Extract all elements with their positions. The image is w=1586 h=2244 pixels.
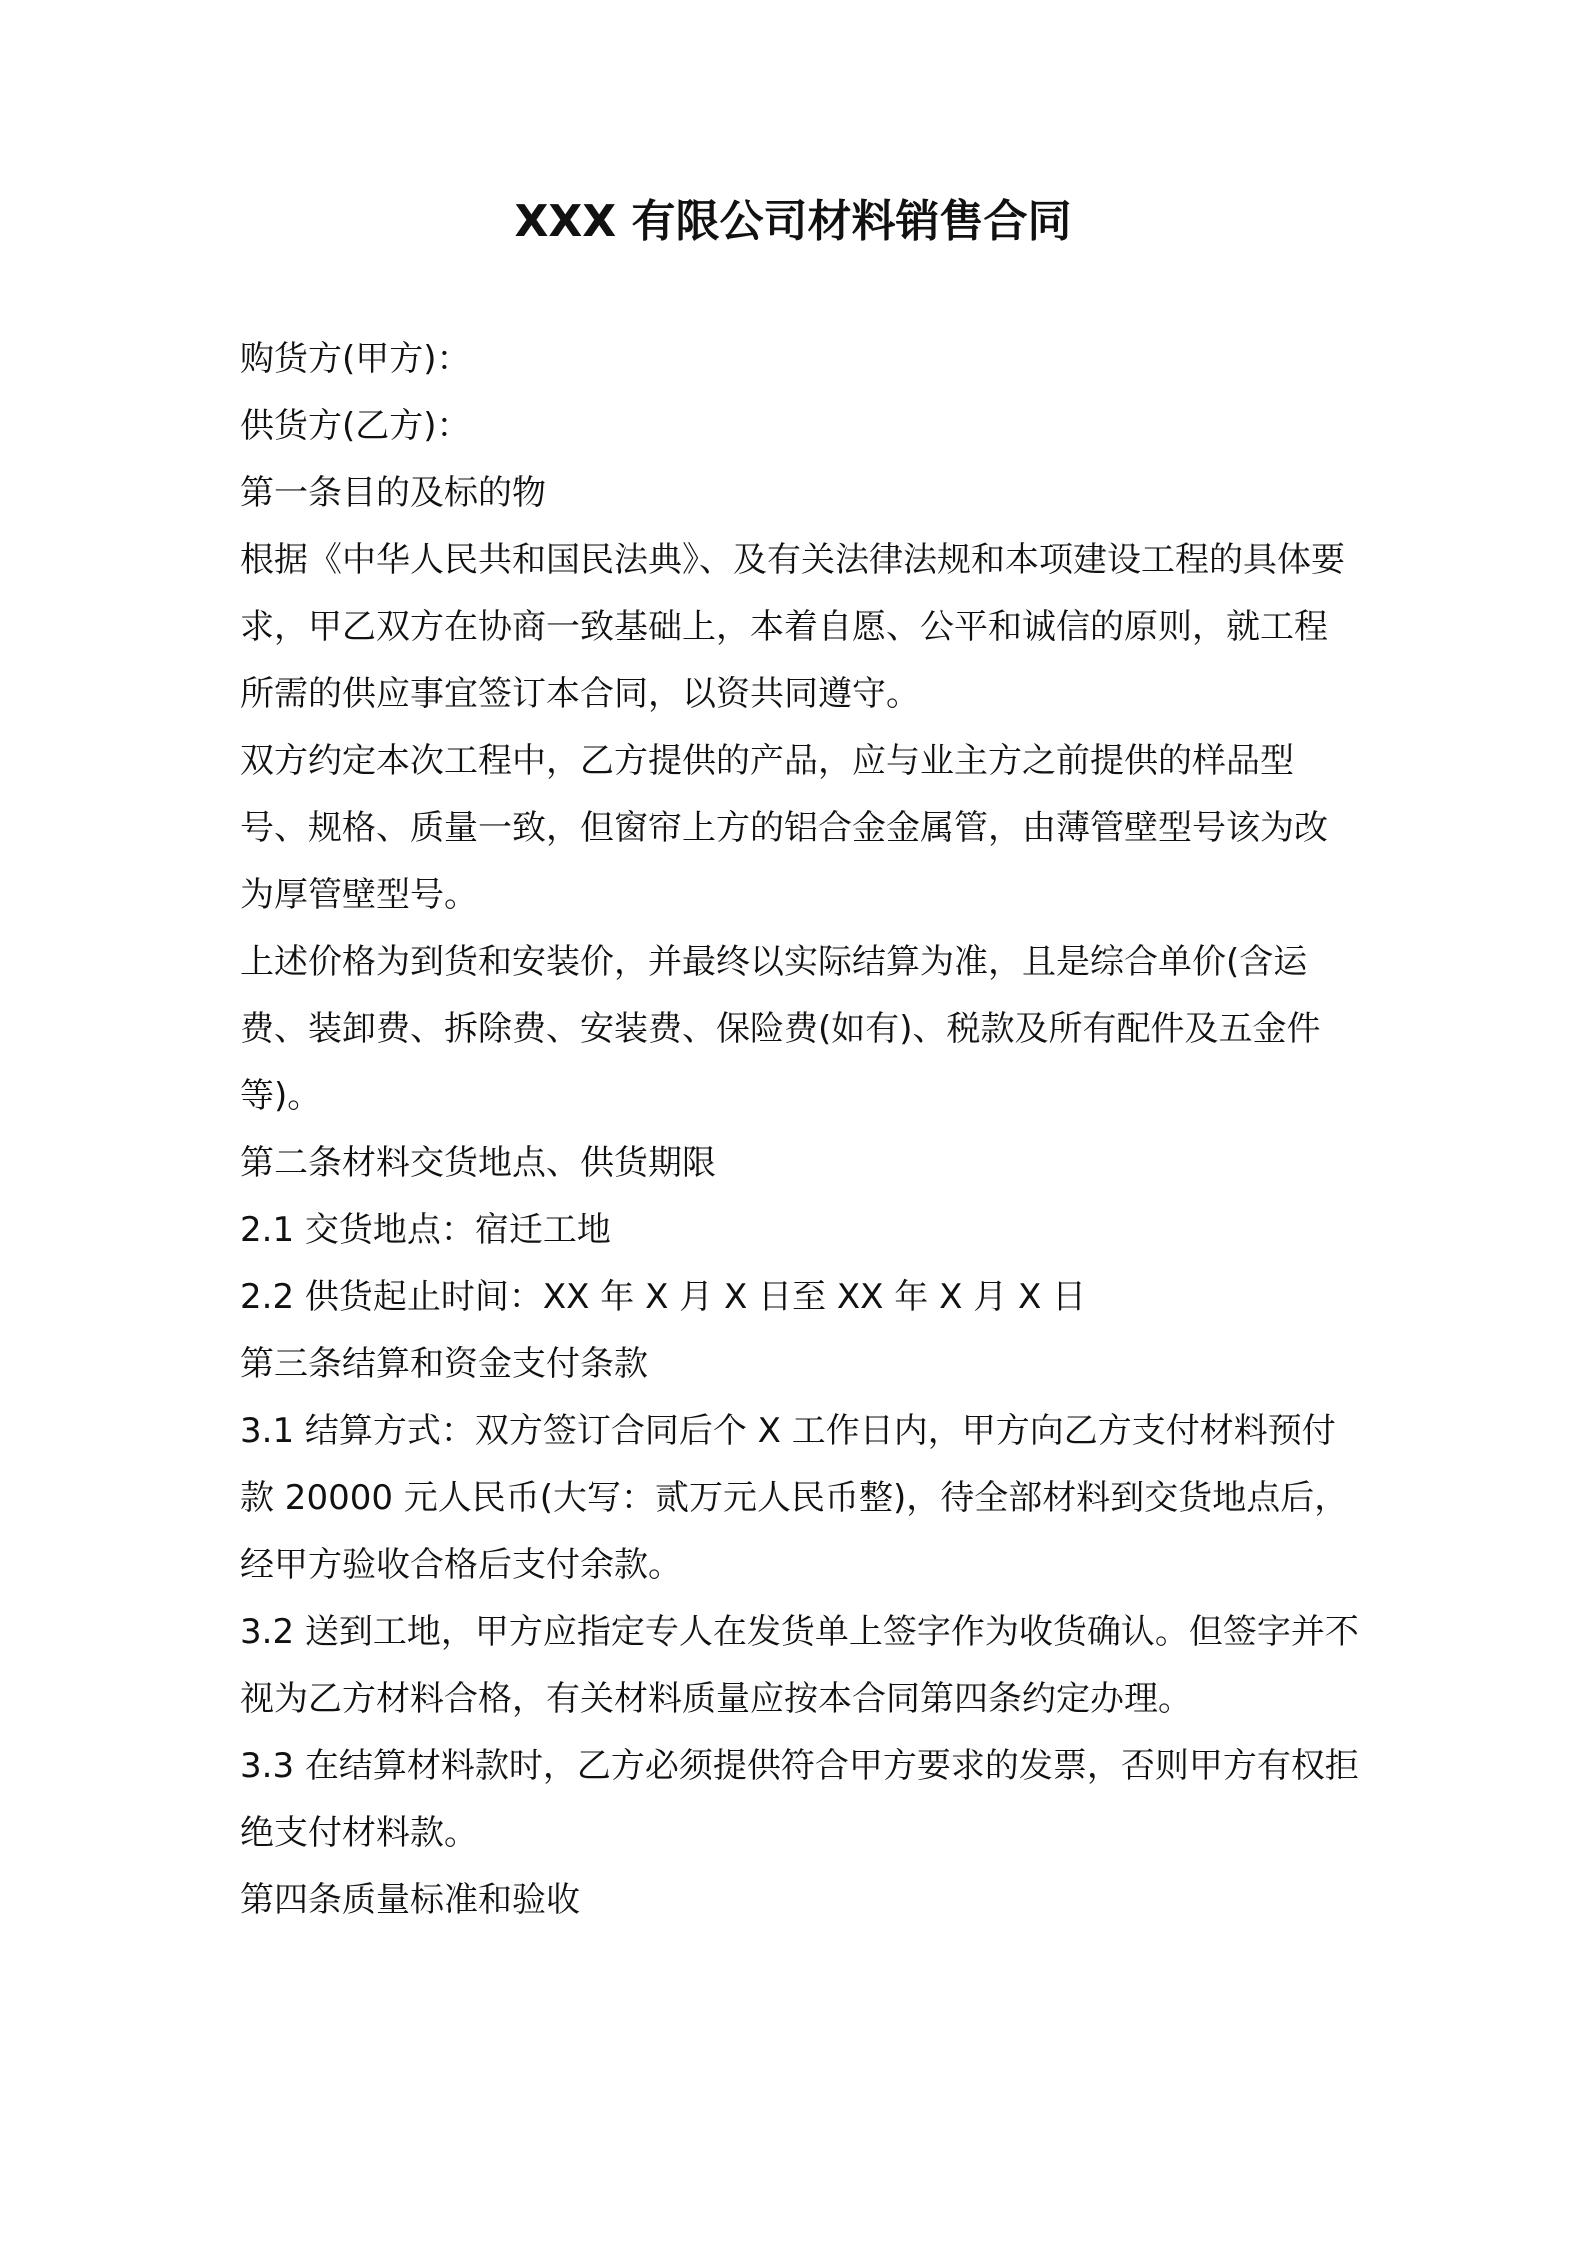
article-4-heading: 第四条质量标准和验收 xyxy=(240,1880,580,1920)
document-title: XXX 有限公司材料销售合同 xyxy=(514,196,1072,247)
supplier-line: 供货方(乙方)： xyxy=(240,406,471,446)
article-1-paragraph-2: 双方约定本次工程中，乙方提供的产品，应与业主方之前提供的样品型号、规格、质量一致，但窗帘上方的铝合金金属管，由薄管壁型号该为改为厚管壁型号。 xyxy=(240,741,1328,915)
document-body xyxy=(240,326,1360,1934)
clause-2-2: 2.2 供货起止时间：XX 年 X 月 X 日至 XX 年 X 月 X 日 xyxy=(240,1277,1087,1317)
clause-3-1: 3.1 结算方式：双方签订合同后个 X 工作日内，甲方向乙方支付材料预付款 20000 元人民币(大写：贰万元人民币整)，待全部材料到交货地点后，经甲方验收合格后支付余款。 xyxy=(240,1411,1349,1585)
clause-3-2: 3.2 送到工地，甲方应指定专人在发货单上签字作为收货确认。但签字并不视为乙方材料合格，有关材料质量应按本合同第四条约定办理。 xyxy=(240,1612,1359,1719)
article-1-heading: 第一条目的及标的物 xyxy=(240,473,546,513)
buyer-line: 购货方(甲方)： xyxy=(240,339,471,379)
clause-3-3: 3.3 在结算材料款时，乙方必须提供符合甲方要求的发票，否则甲方有权拒绝支付材料款。 xyxy=(240,1746,1359,1853)
article-1-paragraph-3: 上述价格为到货和安装价，并最终以实际结算为准，且是综合单价(含运费、装卸费、拆除费、安装费、保险费(如有)、税款及所有配件及五金件等)。 xyxy=(240,942,1321,1116)
clause-2-1: 2.1 交货地点：宿迁工地 xyxy=(240,1210,611,1250)
article-3-heading: 第三条结算和资金支付条款 xyxy=(240,1344,648,1384)
article-1-paragraph-1: 根据《中华人民共和国民法典》、及有关法律法规和本项建设工程的具体要求，甲乙双方在协商一致基础上，本着自愿、公平和诚信的原则，就工程所需的供应事宜签订本合同，以资共同遵守。 xyxy=(240,540,1345,714)
article-2-heading: 第二条材料交货地点、供货期限 xyxy=(240,1143,716,1183)
